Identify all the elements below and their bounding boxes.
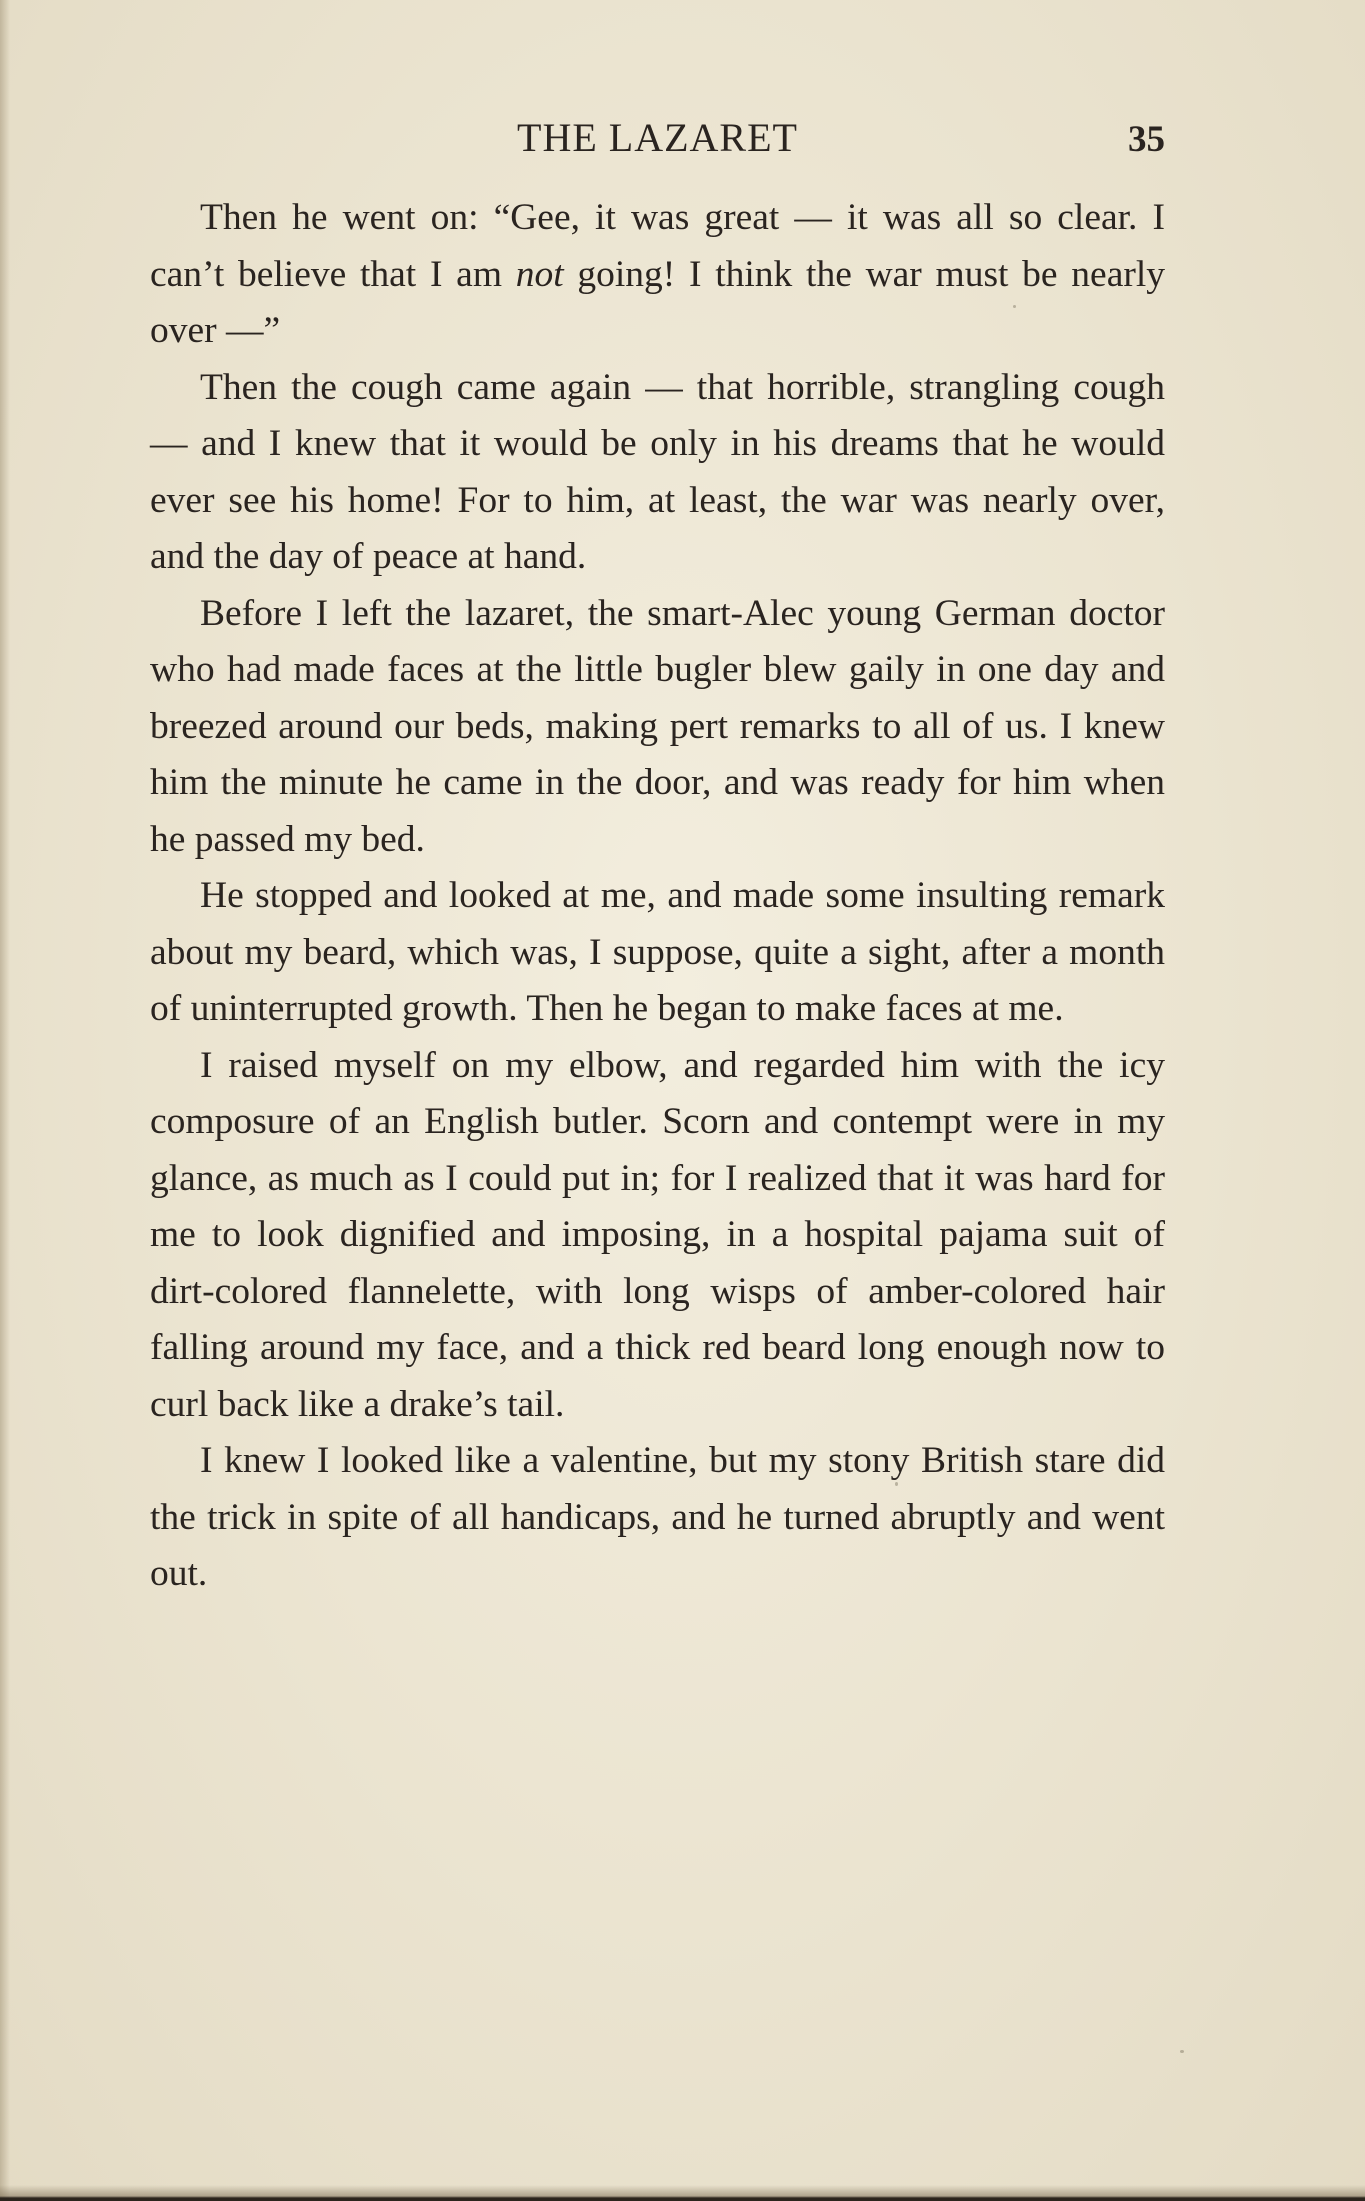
emphasis-not: not (515, 253, 564, 295)
paragraph-3: Before I left the lazaret, the smart-Alec young German doctor who had made faces at the little bugler blew gaily in one day and breezed around our beds, making pert remarks to all of us. I knew him the minute he came in the door, and was ready for him when he passed my bed. (150, 592, 1165, 860)
paper-speck (1013, 305, 1016, 308)
page-bottom-edge (0, 2185, 1365, 2201)
paper-speck (1180, 2050, 1184, 2053)
page-edge-shadow (0, 0, 10, 2201)
page-header (150, 112, 1165, 164)
paragraph-1-text-start: Then he went on: “Gee, it was great — it was all so clear. I can’t believe that I am (150, 197, 1165, 295)
paragraph-1-text-end: going! I think the war must be nearly over —” (150, 253, 1165, 351)
paper-speck (895, 1482, 898, 1486)
paragraph-5: I raised myself on my elbow, and regarded him with the icy composure of an English butler. Scorn and contempt were in my glance, as much as I could put in; for I realized that it was hard for me to look dignified and imposing, in a hospital pajama suit of dirt-colored flannelette, with long wisps of amber-colored hair falling around my face, and a thick red beard long enough now to curl back like a drake’s tail. (150, 1044, 1165, 1425)
paragraph-6: I knew I looked like a valentine, but my stony British stare did the trick in spite of all handicaps, and he turned abruptly and went out. (150, 1440, 1165, 1594)
running-title: THE LAZARET (517, 115, 798, 160)
paragraph-2: Then the cough came again — that horrible, strangling cough — and I knew that it would be only in his dreams that he would ever see his home! For to him, at least, the war was nearly over, and the day of peace at hand. (150, 366, 1165, 577)
page-number: 35 (1128, 119, 1165, 160)
paragraph-1 (150, 190, 1165, 360)
body-text (150, 190, 1165, 1603)
paragraph-4: He stopped and looked at me, and made some insulting remark about my beard, which was, I suppose, quite a sight, after a month of uninterrupted growth. Then he began to make faces at me. (150, 875, 1165, 1029)
